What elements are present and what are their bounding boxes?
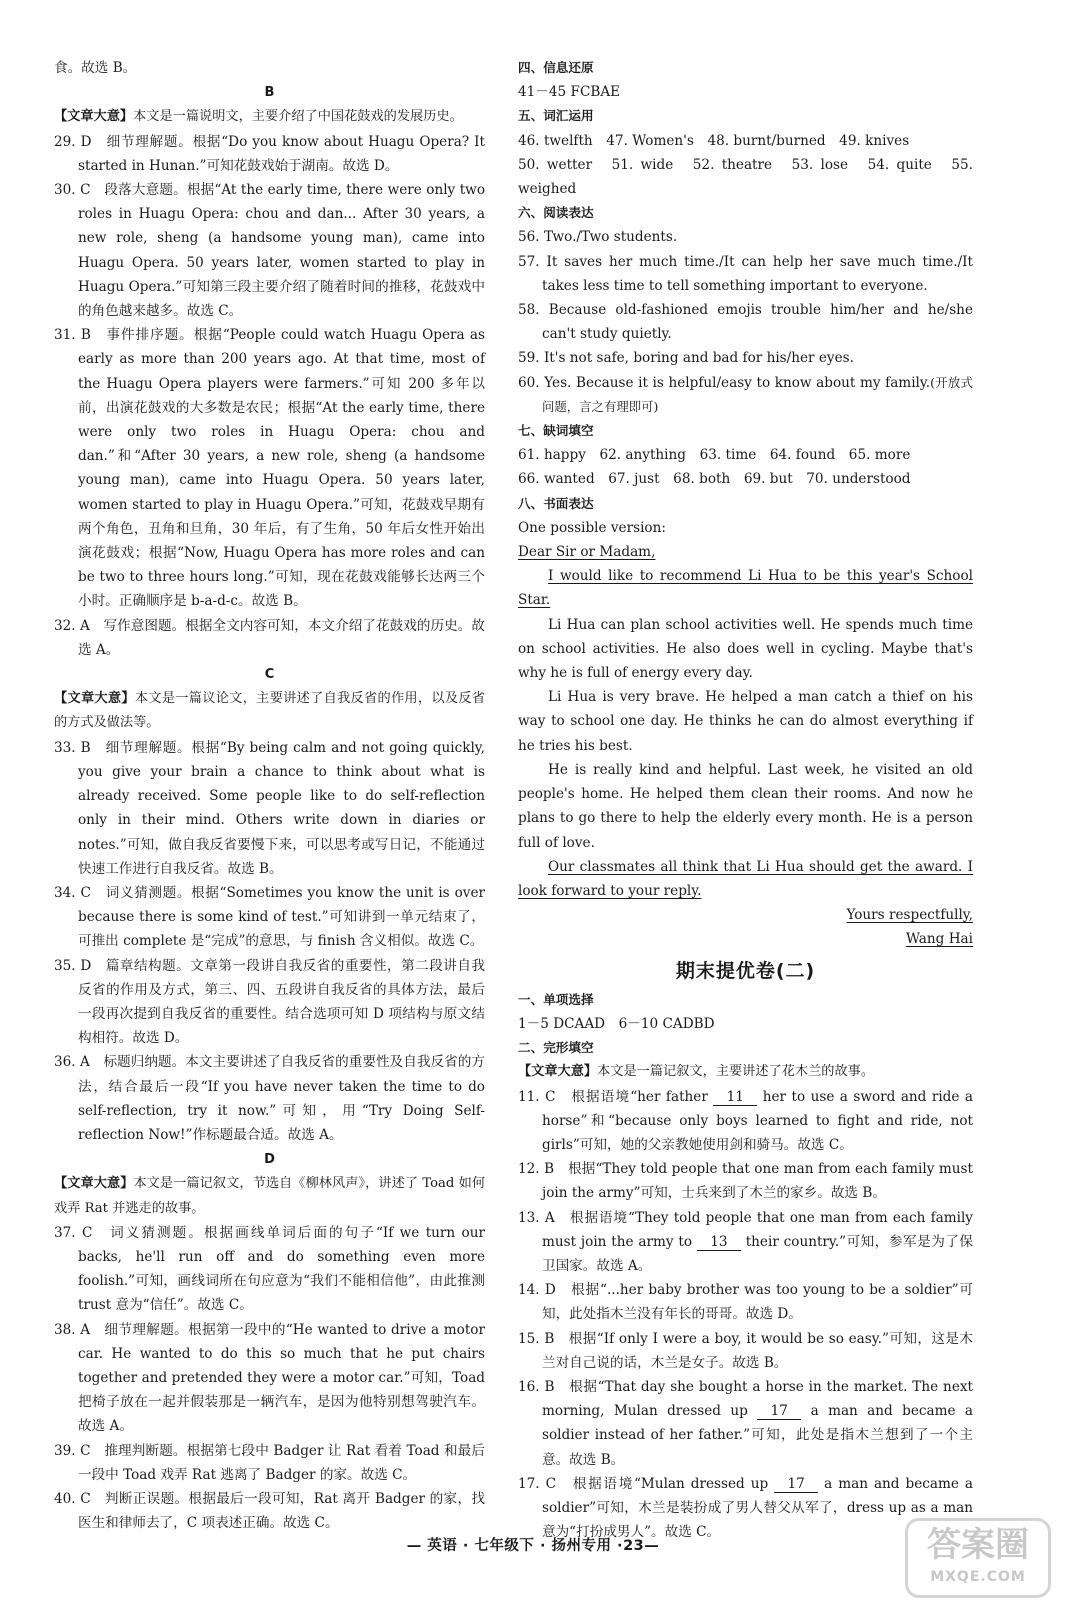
essay-paragraph-4: He is really kind and helpful. Last week, he visited an old people's home. He helped them clean their rooms. And now he plans to go there to help the elderly every month. He is a person full of love. bbox=[518, 761, 973, 851]
essay-greeting-text: Dear Sir or Madam, bbox=[518, 544, 656, 561]
answer-32: 32. A 写作意图题。根据全文内容可知，本文介绍了花鼓戏的历史。故选 A。 bbox=[54, 617, 485, 658]
watermark-logo-text: 答案圈 bbox=[927, 1525, 1029, 1565]
answer-13-part-b: their country.”可知，参军是为了保卫国家。故选 A。 bbox=[542, 1233, 974, 1274]
essay-signature bbox=[518, 927, 973, 951]
blank-13: 13 bbox=[697, 1234, 741, 1251]
answers-61-65: 61. happy 62. anything 63. time 64. found 65. more bbox=[518, 447, 911, 464]
answer-35: 35. D 篇章结构题。文章第一段讲自我反省的重要性，第二段讲自我反省的作用及方式，第三、四、五段讲自我反省的具体方法，最后一段再次提到自我反省的重要性。结合选项可知 D 项结构与原文结构相符。故选 D。 bbox=[54, 957, 485, 1047]
answer-39: 39. C 推理判断题。根据第七段中 Badger 让 Rat 看着 Toad 和最后一段中 Toad 戏弄 Rat 逃离了 Badger 的家。故选 C。 bbox=[54, 1442, 485, 1483]
essay-closing bbox=[518, 903, 973, 927]
essay-greeting bbox=[518, 540, 973, 564]
summary-tag: 【文章大意】 bbox=[54, 1176, 134, 1192]
answer-12: 12. B 根据“They told people that one man from each family must join the army”可知，士兵来到了木兰的家乡。故选 B。 bbox=[518, 1161, 973, 1202]
essay-paragraph-2: Li Hua can plan school activities well. He spends much time on school activities. He also does well in cycling. Maybe that's why he is full of energy every day. bbox=[518, 616, 973, 682]
answers-66-70: 66. wanted 67. just 68. both 69. but 70. understood bbox=[518, 471, 911, 488]
answer-11 bbox=[518, 1085, 973, 1158]
exam-title: 期末提优卷(二) bbox=[675, 959, 816, 982]
essay-paragraph-5-text: Our classmates all think that Li Hua should get the award. I look forward to your reply. bbox=[518, 858, 973, 899]
answer-59: 59. It's not safe, boring and bad for his/her eyes. bbox=[518, 350, 854, 367]
summary-tag: 【文章大意】 bbox=[518, 1064, 598, 1080]
answer-30: 30. C 段落大意题。根据“At the early time, there were only two roles in Huagu Opera: chou and dan... After 30 years, a new role, sheng (a handsome young man), came into Huagu Opera. 50 years later, women started to play in Huagu Opera.”可知第三段主要介绍了随着时间的推移，花鼓戏中的角色越来越多。故选 C。 bbox=[54, 182, 485, 320]
answer-60-text: 60. Yes. Because it is helpful/easy to know about my family. bbox=[518, 374, 931, 391]
blank-17: 17 bbox=[757, 1403, 801, 1420]
answers-41-45: 41－45 FCBAE bbox=[518, 84, 621, 101]
right-column bbox=[518, 56, 973, 1544]
answer-16 bbox=[518, 1375, 973, 1472]
answer-40: 40. C 判断正误题。根据最后一段可知，Rat 离开 Badger 的家，找医生和律师去了，C 项表述正确。故选 C。 bbox=[54, 1490, 485, 1532]
answer-37: 37. C 词义猜测题。根据画线单词后面的句子“If we turn our backs, he'll run off and do something even more foolish.”可知，画线词所在句应意为“我们不能相信他”，由此推测 trust 意为“信任”。故选 C。 bbox=[54, 1224, 485, 1314]
answer-58: 58. Because old-fashioned emojis trouble him/her and he/she can't study quietly. bbox=[518, 302, 973, 343]
essay-paragraph-1-text: I would like to recommend Li Hua to be this year's School Star. bbox=[518, 568, 973, 609]
section-label-c: C bbox=[264, 667, 275, 683]
answer-17-part-b: a man and became a soldier”可知，木兰是装扮成了男人替父从军了，dress up as a man 意为“打扮成男人”。故选 C。 bbox=[542, 1475, 973, 1541]
section-heading-4: 四、信息还原 bbox=[518, 60, 594, 75]
watermark-url: MXQE.COM bbox=[930, 1569, 1026, 1585]
answer-15: 15. B 根据“If only I were a boy, it would be so easy.”可知，这是木兰对自己说的话，木兰是女子。故选 B。 bbox=[518, 1330, 973, 1371]
blank-17: 17 bbox=[774, 1476, 818, 1493]
possible-version-label: One possible version: bbox=[518, 519, 666, 536]
section-label-d: D bbox=[264, 1152, 275, 1168]
section-heading-7: 七、缺词填空 bbox=[518, 423, 594, 439]
essay-paragraph-3: Li Hua is very brave. He helped a man catch a thief on his way to school one day. He thinks he can do almost everything if he tries his best. bbox=[518, 689, 973, 754]
answer-11-part-b: her to use a sword and ride a horse”和“because only boys learned to fight and ride, not girls”可知，她的父亲教她使用剑和骑马。故选 C。 bbox=[542, 1088, 973, 1153]
section-heading-6: 六、阅读表达 bbox=[518, 205, 594, 221]
answer-60 bbox=[518, 371, 973, 419]
left-column bbox=[54, 56, 485, 1535]
page-footer: — 英语 · 七年级下 · 扬州专用 ·23— bbox=[406, 1538, 660, 1554]
answer-36: 36. A 标题归纳题。本文主要讲述了自我反省的重要性及自我反省的方法，结合最后一段“If you have never taken the time to do self-reflection, try it now.”可知，用“Try Doing Self-reflection Now!”作标题最合适。故选 A。 bbox=[54, 1054, 485, 1143]
summary-text: 本文是一篇记叙文，主要讲述了花木兰的故事。 bbox=[597, 1064, 875, 1080]
answer-17-part-a: 17. C 根据语境“Mulan dressed up bbox=[518, 1475, 769, 1492]
answers-50-55: 50. wetter 51. wide 52. theatre 53. lose 54. quite 55. weighed bbox=[518, 156, 973, 198]
answer-56: 56. Two./Two students. bbox=[518, 229, 678, 246]
answer-31: 31. B 事件排序题。根据“People could watch Huagu Opera as early as more than 200 years ago. At that time, most of the Huagu Opera players were farmers.”可知 200 多年以前，出演花鼓戏的大多数是农民；根据“At the early time, there were only two roles in Huagu Opera: chou and dan.”和“After 30 years, a new role, sheng (a handsome young man), came into Huagu Opera. 50 years later, women started to play in Huagu Opera.”可知，花鼓戏早期有两个角色，丑角和旦角，30 年后，有了生角，50 年后女性开始出演花鼓戏；根据“Now, Huagu Opera has more roles and can be two to three hours long.”可知，现在花鼓戏能够长达两三个小时。正确顺序是 b-a-d-c。故选 B。 bbox=[54, 327, 485, 610]
article-summary-cloze bbox=[518, 1060, 973, 1084]
summary-tag: 【文章大意】 bbox=[54, 691, 135, 707]
answer-13-part-a: 13. A 根据语境“They told people that one man from each family must join the army to bbox=[518, 1209, 973, 1250]
essay-paragraph-1 bbox=[518, 564, 973, 612]
answers-1-10: 1－5 DCAAD 6－10 CADBD bbox=[518, 1015, 715, 1032]
summary-tag: 【文章大意】 bbox=[54, 109, 134, 125]
section-heading-5: 五、词汇运用 bbox=[518, 108, 594, 124]
open-question-note: (开放式问题，言之有理即可) bbox=[542, 374, 973, 414]
answers-46-49: 46. twelfth 47. Women's 48. burnt/burned 49. knives bbox=[518, 132, 910, 149]
section-heading-1: 一、单项选择 bbox=[518, 991, 594, 1007]
summary-text: 本文是一篇说明文，主要介绍了中国花鼓戏的发展历史。 bbox=[133, 109, 463, 125]
section-label-b: B bbox=[264, 85, 275, 101]
answer-16-part-a: 16. B 根据“That day she bought a horse in the market. The next morning, Mulan dressed up bbox=[518, 1378, 973, 1420]
section-heading-8: 八、书面表达 bbox=[518, 495, 594, 511]
answer-11-part-a: 11. C 根据语境“her father bbox=[518, 1088, 708, 1105]
article-summary-b bbox=[54, 105, 485, 129]
summary-text: 本文是一篇议论文，主要讲述了自我反省的作用，以及反省的方式及做法等。 bbox=[54, 691, 486, 731]
essay-closing-text: Yours respectfully, bbox=[846, 907, 973, 924]
article-summary-c bbox=[54, 687, 485, 735]
section-heading-2: 二、完形填空 bbox=[518, 1040, 594, 1056]
answer-14: 14. D 根据“...her baby brother was too young to be a soldier”可知，此处指木兰没有年长的哥哥。故选 D。 bbox=[518, 1282, 973, 1323]
essay-signature-text: Wang Hai bbox=[906, 931, 973, 948]
answer-29: 29. D 细节理解题。根据“Do you know about Huagu Opera? It started in Hunan.”可知花鼓戏始于湖南。故选 D。 bbox=[54, 133, 485, 174]
answer-16-part-b: a man and became a soldier instead of her father.”可知，此处是指木兰想到了一个主意。故选 B。 bbox=[542, 1403, 973, 1468]
answer-57: 57. It saves her much time./It can help her save much time./It takes less time to tell something important to everyone. bbox=[518, 253, 973, 294]
answer-33: 33. B 细节理解题。根据“By being calm and not going quickly, you give your brain a chance to think about what is already received. Some people like to do self-reflection only in their mind. Others write down in diaries or notes.”可知，做自我反省要慢下来，可以思考或写日记，不能通过快速工作进行自我反省。故选 B。 bbox=[54, 739, 485, 877]
article-summary-d bbox=[54, 1172, 485, 1220]
answer-13 bbox=[518, 1206, 973, 1279]
blank-11: 11 bbox=[713, 1089, 757, 1106]
essay-paragraph-5 bbox=[518, 855, 973, 903]
answer-38: 38. A 细节理解题。根据第一段中的“He wanted to drive a motor car. He wanted to do this so much that he put chairs together and pretended they were a motor car.”可知，Toad 把椅子放在一起并假装那是一辆汽车，是因为他特别想驾驶汽车。故选 A。 bbox=[54, 1321, 485, 1435]
text-line: 食。故选 B。 bbox=[54, 60, 137, 76]
site-watermark-logo bbox=[905, 1518, 1051, 1598]
summary-text: 本文是一篇记叙文，节选自《柳林风声》，讲述了 Toad 如何戏弄 Rat 并逃走的故事。 bbox=[54, 1176, 486, 1216]
answer-34: 34. C 词义猜测题。根据“Sometimes you know the unit is over because there is some kind of test.”可知讲到一单元结束了，可推出 complete 是“完成”的意思，与 finish 含义相似。故选 C。 bbox=[54, 884, 485, 950]
